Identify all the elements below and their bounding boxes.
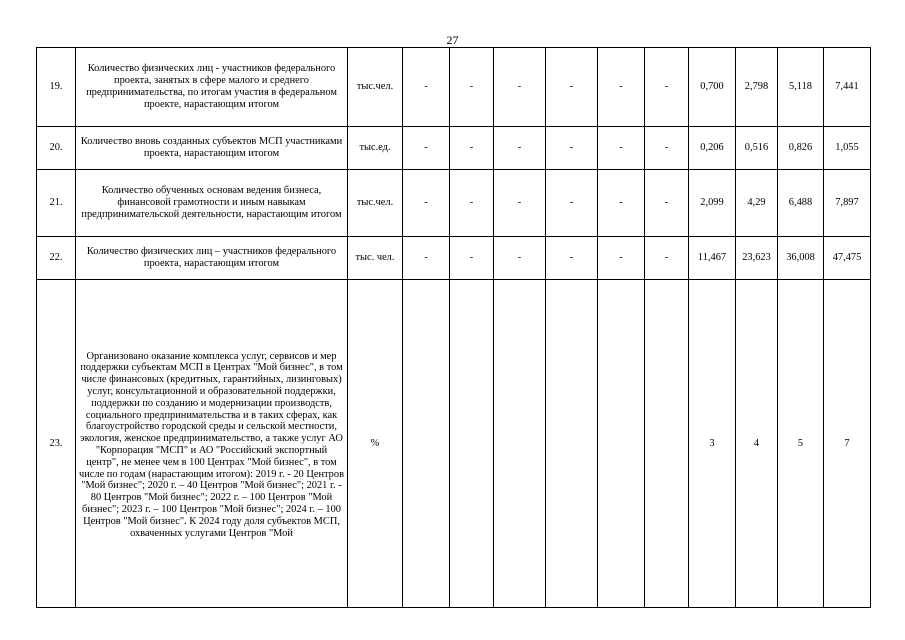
value-cell: 2,798 (736, 48, 778, 127)
unit-of-measure: тыс.чел. (348, 170, 403, 237)
value-cell: - (494, 237, 546, 280)
value-cell: 5,118 (778, 48, 824, 127)
table-row (37, 170, 871, 237)
value-cell: - (494, 127, 546, 170)
value-cell: 1,055 (824, 127, 871, 170)
value-cell: 47,475 (824, 237, 871, 280)
value-cell: - (494, 170, 546, 237)
value-cell: 11,467 (689, 237, 736, 280)
value-cell: - (403, 170, 450, 237)
indicator-description: Количество физических лиц - участников федерального проекта, занятых в сфере малого и среднего предпринимательства, по итогам участия в федеральном проекте, нарастающим итогом (76, 48, 348, 127)
indicator-description: Количество физических лиц – участников федерального проекта, нарастающим итогом (76, 237, 348, 280)
value-cell: - (598, 170, 645, 237)
value-cell: 23,623 (736, 237, 778, 280)
value-cell (494, 280, 546, 608)
value-cell: - (598, 237, 645, 280)
value-cell: - (645, 48, 689, 127)
indicator-description: Организовано оказание комплекса услуг, сервисов и мер поддержки субъектам МСП в Центрах "Мой бизнес", в том числе финансовых (кредитных, гарантийных, лизинговых) услуг, консультационной и образовательной поддержки, поддержки по созданию и модернизации производств, социального предпринимательства и в таких сферах, как благоустройство городской среды и сельской местности, экология, женское предпринимательство, а также услуг АО "Корпорация "МСП" и АО "Российский экспортный центр", не менее чем в 100 Центрах "Мой бизнес", в том числе по годам (нарастающим итогом): 2019 г. - 20 Центров "Мой бизнес"; 2020 г. – 40 Центров "Мой бизнес"; 2021 г. - 80 Центров "Мой бизнес"; 2022 г. – 100 Центров "Мой бизнес"; 2023 г. – 100 Центров "Мой бизнес"; 2024 г. – 100 Центров "Мой бизнес". К 2024 году доля субъектов МСП, охваченных услугами Центров "Мой (76, 280, 348, 608)
value-cell: - (403, 48, 450, 127)
value-cell: - (546, 48, 598, 127)
value-cell: - (450, 170, 494, 237)
value-cell: 0,206 (689, 127, 736, 170)
value-cell (403, 280, 450, 608)
value-cell: 0,516 (736, 127, 778, 170)
value-cell (546, 280, 598, 608)
value-cell: - (598, 48, 645, 127)
indicators-table (36, 47, 871, 608)
value-cell: 2,099 (689, 170, 736, 237)
value-cell: - (645, 170, 689, 237)
value-cell: 4,29 (736, 170, 778, 237)
value-cell: 5 (778, 280, 824, 608)
page-number: 27 (446, 33, 459, 47)
value-cell (645, 280, 689, 608)
row-number: 20. (37, 127, 76, 170)
value-cell: 7,441 (824, 48, 871, 127)
row-number: 23. (37, 280, 76, 608)
row-number: 19. (37, 48, 76, 127)
value-cell: 3 (689, 280, 736, 608)
value-cell: - (403, 237, 450, 280)
value-cell: - (450, 127, 494, 170)
value-cell: - (546, 127, 598, 170)
indicator-description: Количество вновь созданных субъектов МСП участниками проекта, нарастающим итогом (76, 127, 348, 170)
unit-of-measure: тыс.ед. (348, 127, 403, 170)
table-row (37, 48, 871, 127)
value-cell: - (598, 127, 645, 170)
value-cell: - (450, 48, 494, 127)
indicator-description: Количество обученных основам ведения бизнеса, финансовой грамотности и иным навыкам предпринимательской деятельности, нарастающим итогом (76, 170, 348, 237)
value-cell: - (645, 237, 689, 280)
value-cell: - (645, 127, 689, 170)
table-row (37, 280, 871, 608)
value-cell: - (546, 237, 598, 280)
unit-of-measure: тыс. чел. (348, 237, 403, 280)
value-cell: - (403, 127, 450, 170)
value-cell: - (494, 48, 546, 127)
row-number: 21. (37, 170, 76, 237)
unit-of-measure: % (348, 280, 403, 608)
row-number: 22. (37, 237, 76, 280)
value-cell: 0,826 (778, 127, 824, 170)
value-cell: 6,488 (778, 170, 824, 237)
value-cell (598, 280, 645, 608)
value-cell: 0,700 (689, 48, 736, 127)
value-cell: - (450, 237, 494, 280)
value-cell: 36,008 (778, 237, 824, 280)
value-cell: - (546, 170, 598, 237)
table-row (37, 237, 871, 280)
value-cell (450, 280, 494, 608)
unit-of-measure: тыс.чел. (348, 48, 403, 127)
value-cell: 7 (824, 280, 871, 608)
value-cell: 7,897 (824, 170, 871, 237)
table-row (37, 127, 871, 170)
value-cell: 4 (736, 280, 778, 608)
